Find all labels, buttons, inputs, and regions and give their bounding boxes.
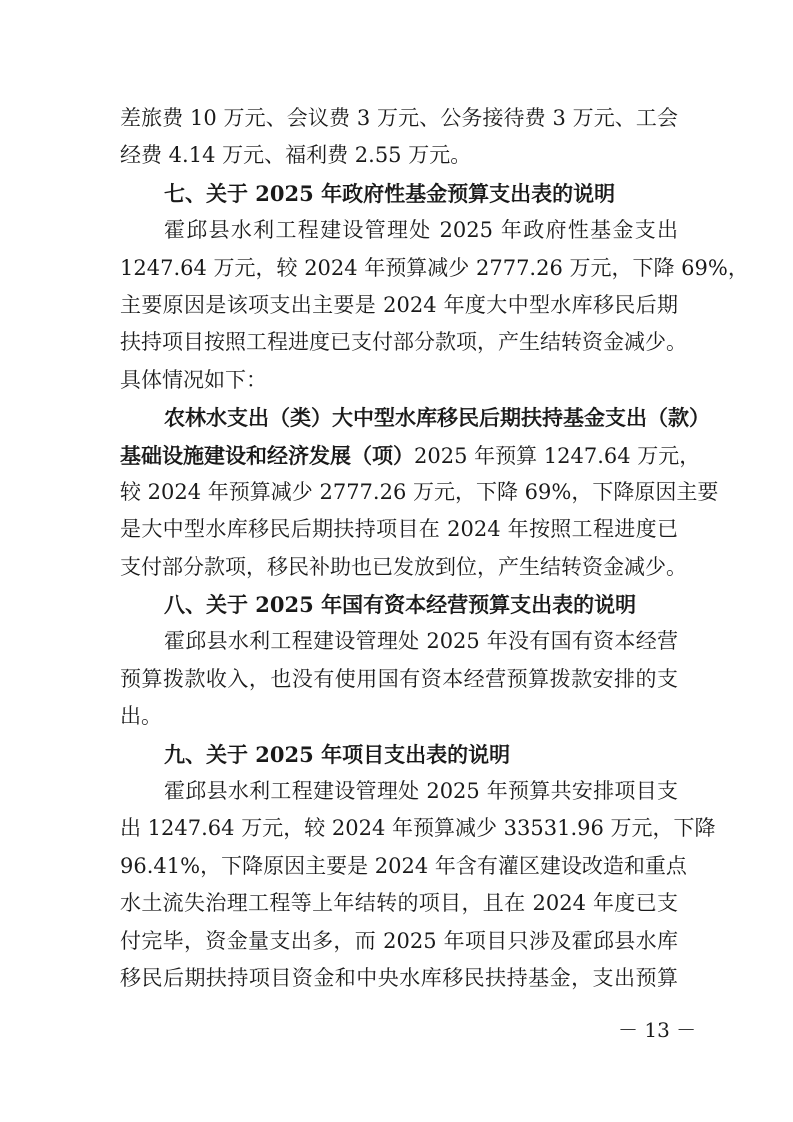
body-line: 霍邱县水利工程建设管理处 2025 年预算共安排项目支 xyxy=(164,779,678,804)
body-line: 主要原因是该项支出主要是 2024 年度大中型水库移民后期 xyxy=(120,292,678,317)
body-line: 出。 xyxy=(120,704,162,729)
bold-line: 农林水支出（类）大中型水库移民后期扶持基金支出（款） xyxy=(164,405,710,431)
body-line: 扶持项目按照工程进度已支付部分款项，产生结转资金减少。 xyxy=(120,330,687,355)
section-heading-8: 八、关于 2025 年国有资本经营预算支出表的说明 xyxy=(164,592,637,618)
bold-item-label: 基础设施建设和经济发展（项） xyxy=(120,442,414,468)
body-line: 较 2024 年预算减少 2777.26 万元，下降 69%，下降原因主要 xyxy=(120,479,719,504)
page-number: － 13 － xyxy=(618,1018,697,1042)
body-line: 1247.64 万元，较 2024 年预算减少 2777.26 万元，下降 69%， xyxy=(120,255,749,280)
body-line: 付完毕，资金量支出多，而 2025 年项目只涉及霍邱县水库 xyxy=(120,928,678,953)
section-heading-7: 七、关于 2025 年政府性基金预算支出表的说明 xyxy=(164,180,616,206)
body-line: 具体情况如下： xyxy=(120,367,267,392)
body-line: 支付部分款项，移民补助也已发放到位，产生结转资金减少。 xyxy=(120,554,687,579)
document-body xyxy=(120,100,749,997)
section-heading-9: 九、关于 2025 年项目支出表的说明 xyxy=(164,741,511,767)
body-line: 经费 4.14 万元、福利费 2.55 万元。 xyxy=(120,143,472,168)
body-line xyxy=(120,437,701,474)
body-line: 移民后期扶持项目资金和中央水库移民扶持基金，支出预算 xyxy=(120,965,678,990)
body-line: 水土流失治理工程等上年结转的项目，且在 2024 年度已支 xyxy=(120,891,678,916)
body-line: 96.41%，下降原因主要是 2024 年含有灌区建设改造和重点 xyxy=(120,853,687,878)
body-line: 预算拨款收入，也没有使用国有资本经营预算拨款安排的支 xyxy=(120,666,678,691)
body-line: 差旅费 10 万元、会议费 3 万元、公务接待费 3 万元、工会 xyxy=(120,106,678,130)
body-line: 出 1247.64 万元，较 2024 年预算减少 33531.96 万元，下降 xyxy=(120,816,716,841)
body-text: 2025 年预算 1247.64 万元， xyxy=(414,443,701,468)
body-line: 是大中型水库移民后期扶持项目在 2024 年按照工程进度已 xyxy=(120,517,678,542)
body-line: 霍邱县水利工程建设管理处 2025 年没有国有资本经营 xyxy=(164,629,678,654)
body-line: 霍邱县水利工程建设管理处 2025 年政府性基金支出 xyxy=(164,218,678,243)
